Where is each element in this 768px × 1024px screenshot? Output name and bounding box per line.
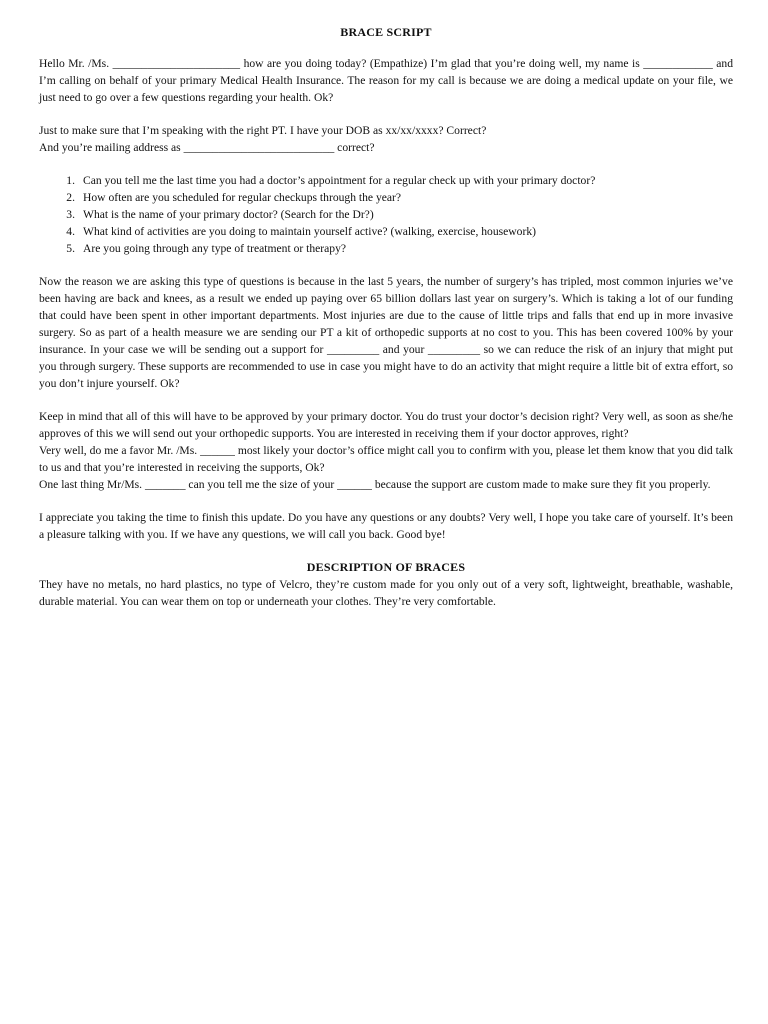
approval-paragraph: Keep in mind that all of this will have to be approved by your primary doctor. You do trust your doctor’s decision right? Very well, as soon as she/he approves of this we will send out your orthopedic supports. You are interested in receiving them if your doctor approves, right? — [39, 410, 733, 440]
size-paragraph: One last thing Mr/Ms. _______ can you tell me the size of your ______ because the support are custom made to make sure they fit you properly. — [39, 478, 711, 491]
verification-block — [39, 122, 733, 156]
list-item — [39, 189, 733, 206]
list-item — [39, 223, 733, 240]
list-item — [39, 206, 733, 223]
verify-dob-line: Just to make sure that I’m speaking with the right PT. I have your DOB as xx/xx/xxxx? Correct? — [39, 124, 487, 137]
list-item — [39, 240, 733, 257]
list-item-text: What is the name of your primary doctor? (Search for the Dr?) — [83, 208, 374, 221]
list-item-number: 4. — [66, 225, 75, 238]
list-item-text: What kind of activities are you doing to maintain yourself active? (walking, exercise, housework) — [83, 225, 536, 238]
document-title: BRACE SCRIPT — [340, 25, 432, 39]
questions-list — [39, 172, 733, 257]
list-item-number: 5. — [66, 242, 75, 255]
description-title: DESCRIPTION OF BRACES — [306, 560, 466, 574]
list-item-text: Are you going through any type of treatment or therapy? — [83, 242, 347, 255]
list-item-number: 3. — [66, 208, 75, 221]
list-item — [39, 172, 733, 189]
intro-paragraph: Hello Mr. /Ms. ______________________ how are you doing today? (Empathize) I’m glad that you’re doing well, my name is ____________ and I’m calling on behalf of your primary Medical Health Insurance. The reason for my call is because we are doing a medical update on your file, we just need to go over a few questions regarding your health. Ok? — [39, 57, 733, 104]
approval-block — [39, 408, 733, 493]
list-item-number: 2. — [66, 191, 75, 204]
reason-paragraph: Now the reason we are asking this type of questions is because in the last 5 years, the number of surgery’s has tripled, most common injuries we’ve been having are back and knees, as a result we ended up paying over 65 billion dollars last year on surgery’s. Which is taking a lot of our funding that could have been spent in other important departments. Most injuries are due to the cause of little trips and falls that end up in more invasive surgery. So as part of a health measure we are sending our PT a kit of orthopedic supports at no cost to you. This has been covered 100% by your insurance. In your case we will be sending out a support for _________ and your _________ so we can reduce the risk of an injury that might put you through surgery. These supports are recommended to use in case you might have to do an activity that might require a little bit of extra effort, so you don’t injure yourself. Ok? — [39, 275, 733, 390]
closing-paragraph: I appreciate you taking the time to finish this update. Do you have any questions or any doubts? Very well, I hope you take care of yourself. It’s been a pleasure talking with you. If we have any questions, we will call you back. Good bye! — [39, 511, 733, 541]
list-item-text: How often are you scheduled for regular checkups through the year? — [83, 191, 402, 204]
verify-address-line: And you’re mailing address as __________________________ correct? — [39, 141, 375, 154]
description-paragraph: They have no metals, no hard plastics, no type of Velcro, they’re custom made for you only out of a very soft, lightweight, breathable, washable, durable material. You can wear them on top or underneath your clothes. They’re very comfortable. — [39, 578, 733, 608]
favor-paragraph: Very well, do me a favor Mr. /Ms. ______ most likely your doctor’s office might call you to confirm with you, please let them know that you did talk to us and that you’re interested in receiving the supports, Ok? — [39, 444, 733, 474]
document-page — [39, 18, 733, 610]
list-item-number: 1. — [66, 174, 75, 187]
list-item-text: Can you tell me the last time you had a doctor’s appointment for a regular check up with your primary doctor? — [83, 174, 596, 187]
